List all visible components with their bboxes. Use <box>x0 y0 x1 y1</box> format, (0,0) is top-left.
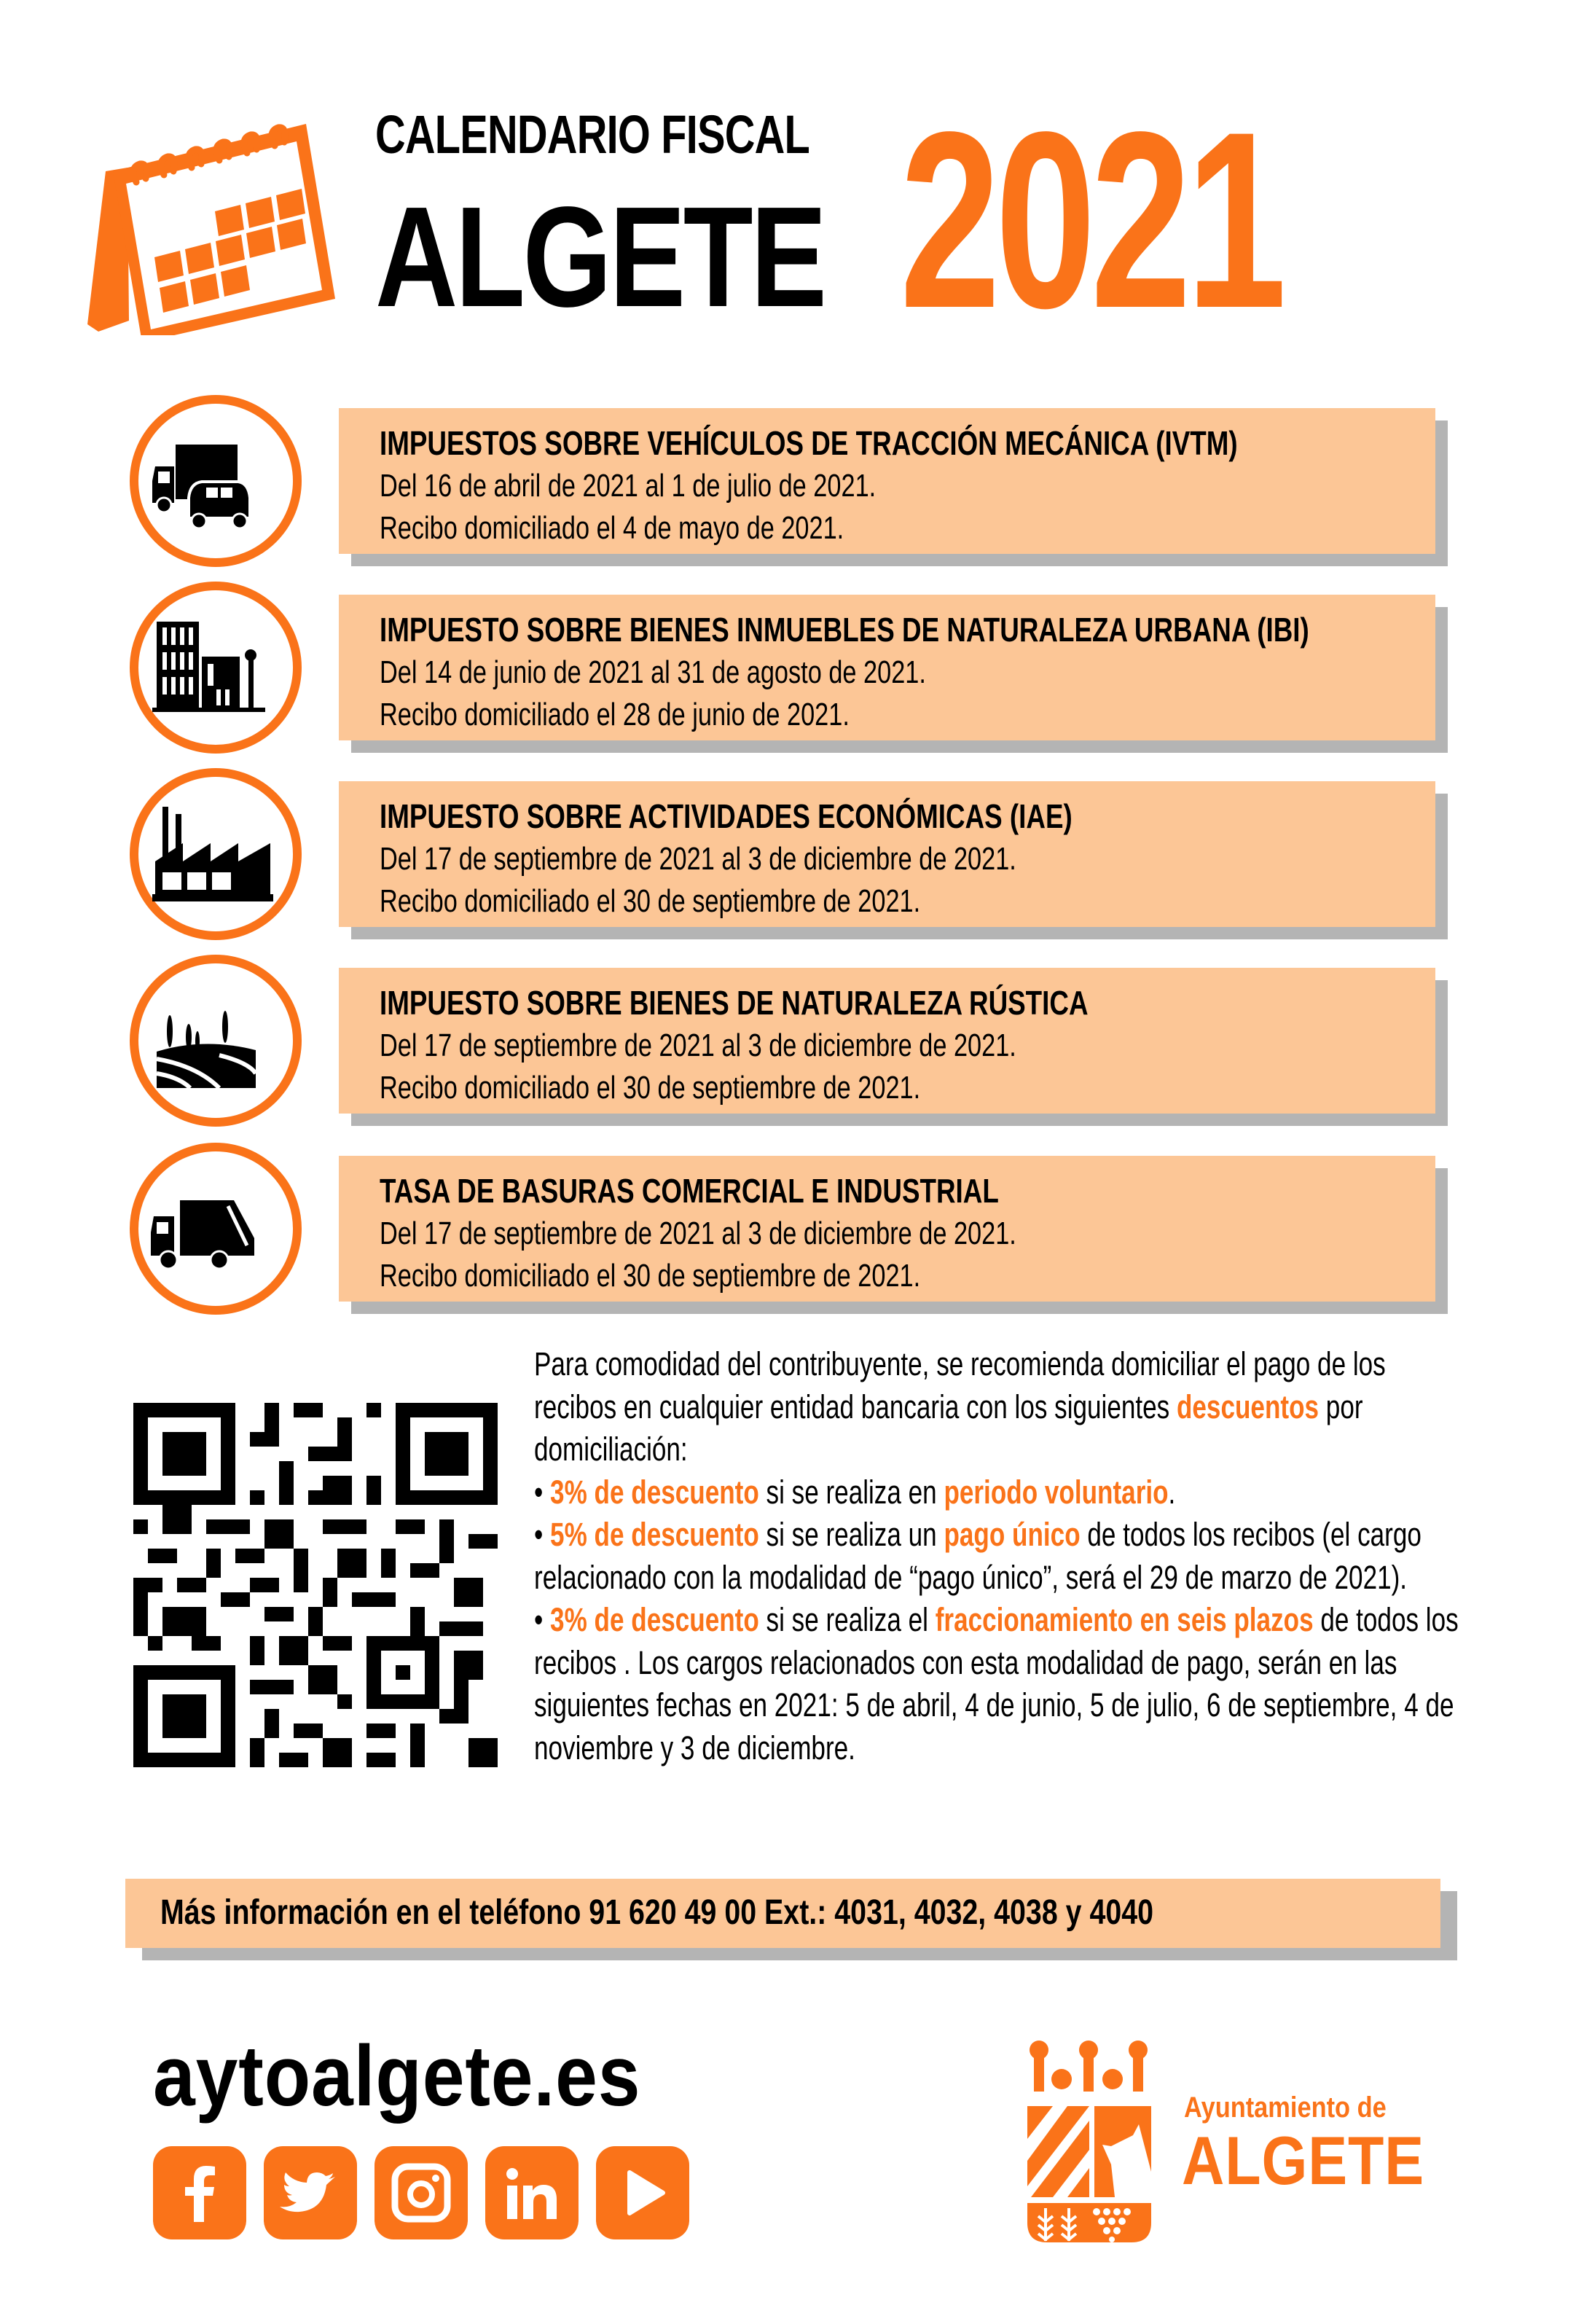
tax-item-rustica <box>0 955 1592 1130</box>
discount-5-single-payment: 5% de descuento <box>550 1516 759 1553</box>
info-text: . <box>1168 1473 1176 1511</box>
discount-3-installments: 3% de descuento <box>550 1601 759 1638</box>
info-highlight: descuentos <box>1176 1388 1320 1425</box>
qr-code-icon[interactable] <box>133 1403 498 1767</box>
twitter-button[interactable] <box>264 2146 357 2239</box>
info-text: si se realiza el <box>766 1601 928 1638</box>
facebook-icon <box>165 2158 235 2228</box>
tax-direct-debit: Recibo domiciliado el 4 de mayo de 2021. <box>380 510 844 546</box>
facebook-button[interactable] <box>153 2146 246 2239</box>
tax-item-ivtm <box>0 395 1592 570</box>
tax-direct-debit: Recibo domiciliado el 30 de septiembre de 2021. <box>380 1258 921 1294</box>
urban-buildings-icon <box>146 598 285 737</box>
tax-box <box>339 968 1435 1114</box>
logo-text-line2: ALGETE <box>1182 2122 1425 2199</box>
header-town: ALGETE <box>375 177 825 337</box>
discount-info <box>534 1343 1474 1769</box>
info-text: de todos los recibos . Los cargos relacionados con esta modalidad de pago, serán en las siguientes fechas en 2021: 5 de abril, 4 de junio, 5 de julio, 6 de septiembre, 4 de noviembre y 3 de diciembre. <box>534 1601 1459 1767</box>
tax-icon-circle <box>130 955 302 1127</box>
bullet: • <box>534 1516 544 1553</box>
logo-text-line1: Ayuntamiento de <box>1184 2092 1387 2124</box>
info-text: si se realiza en <box>766 1473 937 1511</box>
tax-box <box>339 595 1435 740</box>
algete-coat-of-arms-icon <box>1024 2030 1158 2245</box>
tax-box <box>339 408 1435 554</box>
tax-title: IMPUESTOS SOBRE VEHÍCULOS DE TRACCIÓN MECÁNICA (IVTM) <box>380 424 1238 462</box>
tax-title: IMPUESTO SOBRE BIENES INMUEBLES DE NATURALEZA URBANA (IBI) <box>380 611 1309 649</box>
info-highlight: periodo voluntario <box>944 1473 1169 1511</box>
info-highlight: pago único <box>944 1516 1081 1553</box>
info-intro: Para comodidad del contribuyente, se recomienda domiciliar el pago de los recibos en cualquier entidad bancaria con los siguientes <box>534 1345 1386 1425</box>
info-text: de todos los recibos (el cargo relacionado con la modalidad de “pago único”, será el 29 de marzo de 2021). <box>534 1516 1422 1596</box>
tax-title: TASA DE BASURAS COMERCIAL E INDUSTRIAL <box>380 1172 999 1210</box>
tax-period: Del 14 de junio de 2021 al 31 de agosto de 2021. <box>380 654 926 690</box>
contact-phone[interactable]: Más información en el teléfono 91 620 49 00 Ext.: 4031, 4032, 4038 y 4040 <box>160 1893 1154 1932</box>
tax-direct-debit: Recibo domiciliado el 30 de septiembre de 2021. <box>380 883 921 919</box>
social-links <box>153 2146 689 2239</box>
tax-period: Del 16 de abril de 2021 al 1 de julio de 2021. <box>380 468 877 504</box>
linkedin-button[interactable] <box>485 2146 579 2239</box>
factory-icon <box>146 785 285 923</box>
tax-period: Del 17 de septiembre de 2021 al 3 de diciembre de 2021. <box>380 1216 1016 1251</box>
tax-title: IMPUESTO SOBRE ACTIVIDADES ECONÓMICAS (IAE) <box>380 797 1073 835</box>
tax-box <box>339 1156 1435 1302</box>
youtube-icon <box>608 2158 678 2228</box>
discount-3-voluntary: 3% de descuento <box>550 1473 759 1511</box>
tax-icon-circle <box>130 1143 302 1315</box>
tax-icon-circle <box>130 395 302 567</box>
desk-calendar-icon <box>84 102 353 335</box>
bullet: • <box>534 1601 544 1638</box>
tax-period: Del 17 de septiembre de 2021 al 3 de diciembre de 2021. <box>380 841 1016 877</box>
tax-period: Del 17 de septiembre de 2021 al 3 de diciembre de 2021. <box>380 1028 1016 1063</box>
tax-direct-debit: Recibo domiciliado el 28 de junio de 2021. <box>380 697 850 732</box>
linkedin-icon <box>497 2158 567 2228</box>
website-link[interactable]: aytoalgete.es <box>153 2028 641 2124</box>
info-intro-end: por domiciliación: <box>534 1388 1363 1468</box>
youtube-button[interactable] <box>596 2146 689 2239</box>
header-year: 2021 <box>900 80 1282 361</box>
vehicles-icon <box>146 412 285 550</box>
tax-title: IMPUESTO SOBRE BIENES DE NATURALEZA RÚSTICA <box>380 984 1089 1022</box>
rural-fields-icon <box>146 971 285 1110</box>
tax-item-basuras <box>0 1143 1592 1318</box>
info-text: si se realiza un <box>766 1516 937 1553</box>
tax-item-ibi <box>0 582 1592 756</box>
tax-icon-circle <box>130 582 302 754</box>
instagram-icon <box>386 2158 456 2228</box>
info-highlight: fraccionamiento en seis plazos <box>935 1601 1314 1638</box>
tax-box <box>339 781 1435 927</box>
twitter-icon <box>275 2158 345 2228</box>
tax-icon-circle <box>130 768 302 940</box>
tax-item-iae <box>0 768 1592 943</box>
bullet: • <box>534 1473 544 1511</box>
header-subtitle: CALENDARIO FISCAL <box>375 104 809 165</box>
garbage-truck-icon <box>146 1159 285 1298</box>
contact-bar <box>125 1879 1440 1948</box>
instagram-button[interactable] <box>375 2146 468 2239</box>
tax-direct-debit: Recibo domiciliado el 30 de septiembre de 2021. <box>380 1070 921 1106</box>
